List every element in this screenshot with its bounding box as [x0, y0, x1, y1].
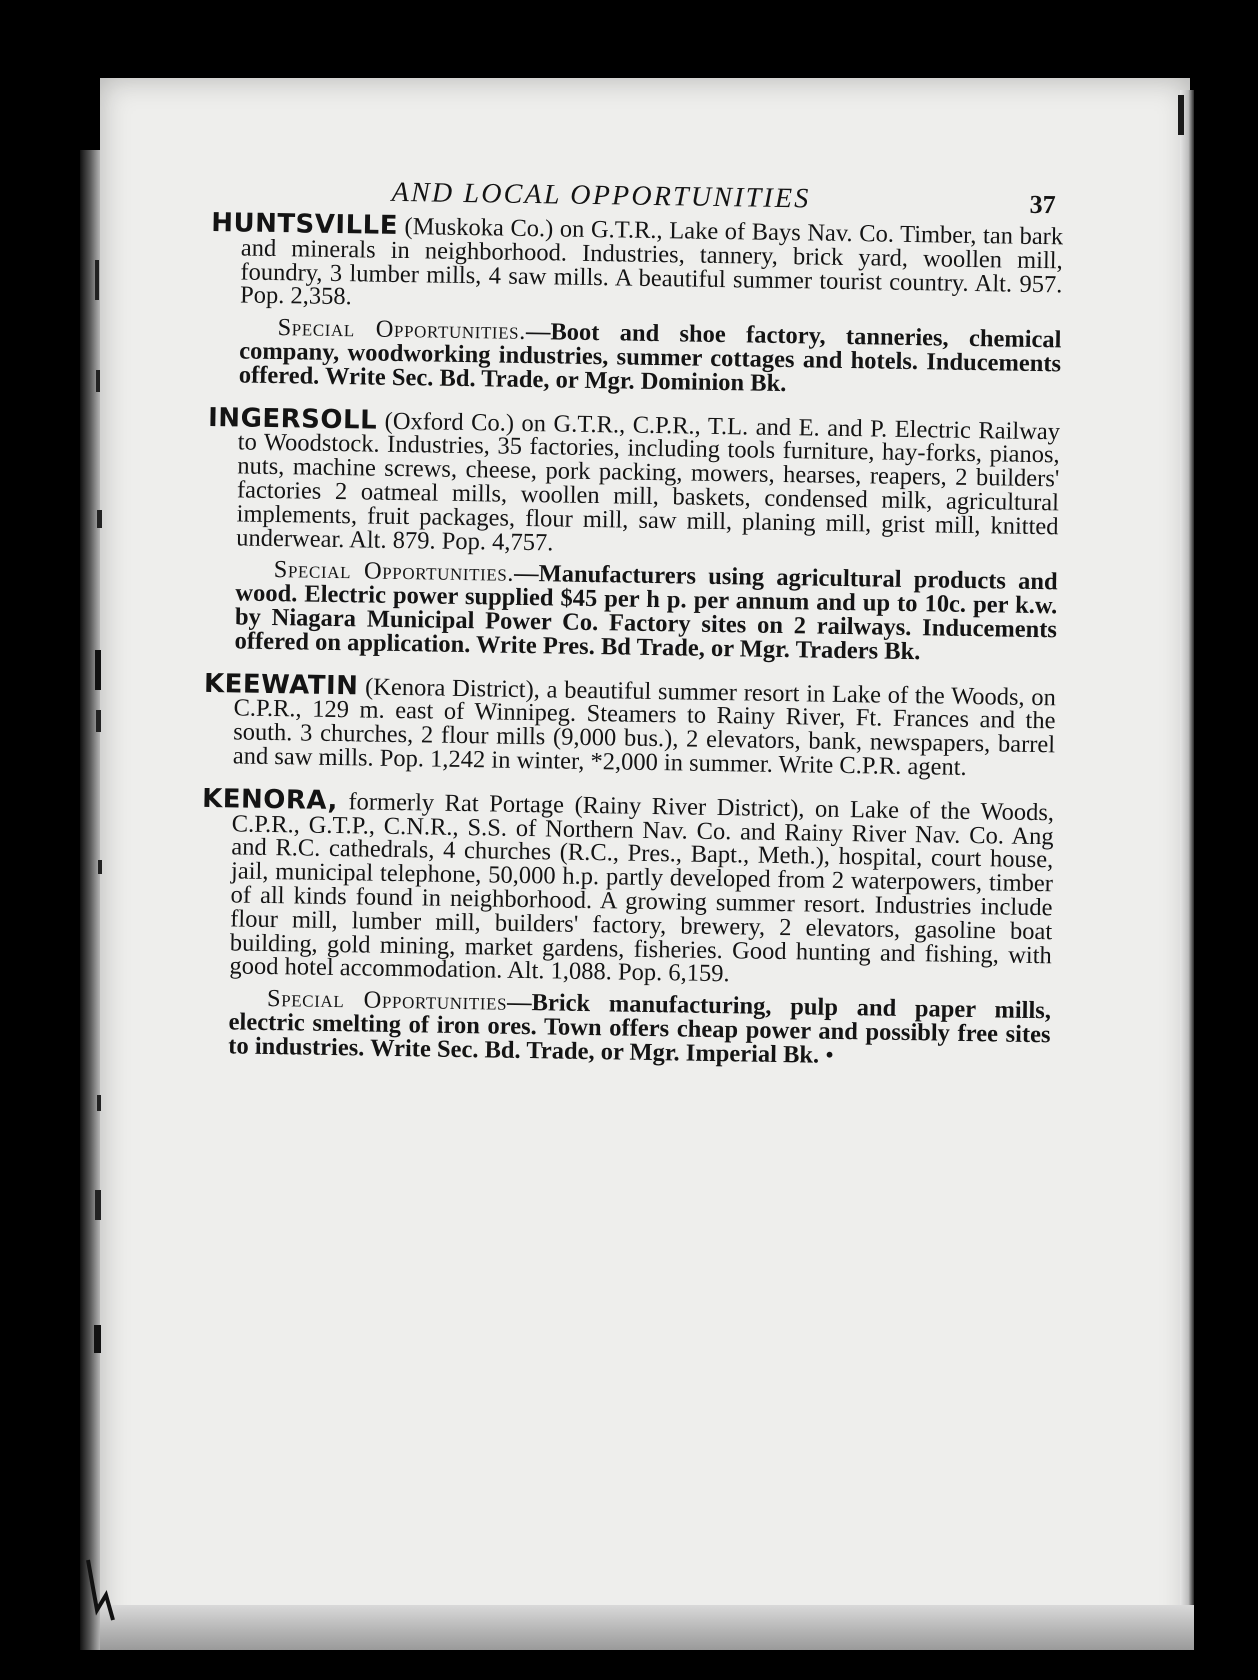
place-name: INGERSOLL: [207, 402, 378, 436]
special-label: Special Opportunities: [266, 985, 508, 1016]
entry-description: formerly Rat Portage (Rainy River District), on Lake of the Woods, C.P.R., G.T.P., C.N.R., S.S. of Northern Nav. Co. and Rainy River Nav. Co. Ang and R.C. cathedrals, 4 churches (R.C., Pres., Bapt., Meth.), hospital, court house, jail, municipal telephone, 50,000 h.p. partly developed from 2 waterpowers, timber of all kinds found in neighborhood. A growing summer resort. Industries include flour mill, lumber mill, builders' factory, brewery, 2 elevators, gasoline boat building, gold mining, market gardens, fisheries. Good hunting and fishing, with good hotel accommodation. Alt. 1,088. Pop. 6,159.: [229, 787, 1055, 988]
entry-description: (Oxford Co.) on G.T.R., C.P.R., T.L. and E. and P. Electric Railway to Woodstock. Industries, 35 factories, including tools furniture, hay-forks, pianos, nuts, machine screws, cheese, pork packing, mowers, hearses, reapers, 2 builders' factories 2 oatmeal mills, woollen mill, baskets, condensed milk, agricultural implements, fruit packages, flour mill, saw mill, planing mill, grist mill, knitted underwear. Alt. 879. Pop. 4,757.: [236, 407, 1061, 556]
entry-huntsville: [209, 207, 1064, 400]
entry-paragraph: [206, 402, 1061, 563]
special-opportunities: [209, 315, 1062, 400]
entry-description: (Kenora District), a beautiful summer resort in Lake of the Woods, on C.P.R., 129 m. east of Winnipeg. Steamers to Rainy River, Ft. Frances and the south. 3 churches, 2 flour mills (9,000 bus.), 2 elevators, bank, newspapers, barrel and saw mills. Pop. 1,242 in winter, *2,000 in summer. Write C.P.R. agent.: [232, 673, 1057, 781]
entry-paragraph: [199, 783, 1055, 992]
running-title: AND LOCAL OPPORTUNITIES: [391, 176, 811, 215]
place-name: KEEWATIN: [203, 668, 359, 701]
special-opportunities: [204, 557, 1057, 666]
place-name: HUNTSVILLE: [210, 207, 399, 241]
entry-ingersoll: [204, 402, 1061, 666]
entry-paragraph: [210, 207, 1064, 321]
special-text: —Manufacturers using agricultural products and wood. Electric power supplied $45 per h p. per annum and up to 10c. per k.w. by Niagara Municipal Power Co. Factory sites on 2 railways. Inducements offered on application. Write Pres. Bd Trade, or Mgr. Traders Bk.: [234, 560, 1058, 665]
place-name: KENORA,: [201, 783, 339, 816]
special-label: Special Opportunities.: [273, 556, 515, 588]
special-text: —Boot and shoe factory, tanneries, chemical company, woodworking industries, summer cottages and hotels. Inducements offered. Write Sec. Bd. Trade, or Mgr. Dominion Bk.: [238, 318, 1062, 397]
right-page-edge: [1180, 90, 1194, 1650]
page-number: 37: [1029, 189, 1056, 220]
entry-description: (Muskoka Co.) on G.T.R., Lake of Bays Nav. Co. Timber, tan bark and minerals in neighborhood. Industries, tannery, brick yard, woollen mill, foundry, 3 lumber mills, 4 saw mills. A beautiful summer tourist country. Alt. 957. Pop. 2,358.: [239, 213, 1064, 311]
special-opportunities: Special Opportunities—Brick manufacturing, pulp and paper mills, electric smelting of iron ores. Town offers cheap power and possibly free sites to industries. Write Sec. Bd. Trade, or Mgr. Imperial Bk. •: [228, 985, 1052, 1069]
entry-paragraph: [203, 668, 1057, 781]
page-bottom-shadow: [100, 1605, 1194, 1650]
entry-keewatin: [203, 668, 1057, 781]
special-text: —Brick manufacturing, pulp and paper mills, electric smelting of iron ores. Town offers cheap power and possibly free sites to industries. Write Sec. Bd. Trade, or Mgr. Imperial Bk.: [228, 988, 1052, 1069]
page-text: [198, 172, 1064, 1091]
special-label: Special Opportunities.: [277, 314, 527, 346]
entry-kenora: [198, 783, 1055, 1071]
